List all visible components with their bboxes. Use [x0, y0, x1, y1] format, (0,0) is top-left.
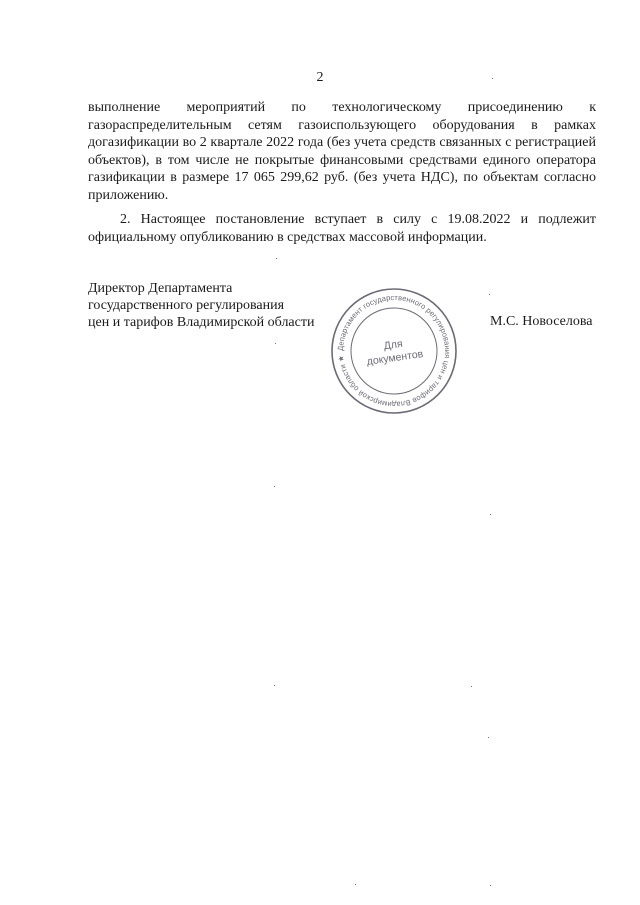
seal-ring-textpath: Департамент государственного регулирования цен и тарифов Владимирской области ★: [335, 292, 453, 410]
scan-speck: [490, 885, 491, 886]
scan-speck: [489, 294, 490, 295]
scan-speck: [488, 737, 489, 738]
paragraph-continuation: выполнение мероприятий по технологическому присоединению к газораспределительным сетям газоиспользующего оборудования в рамках догазификации во 2 квартале 2022 года (без учета средств связанных с регистрацией объектов), в том числе не покрытые финансовыми средствами единого оператора газификации в размере 17 065 299,62 руб. (без учета НДС), по объектам согласно приложению.: [88, 100, 596, 203]
scan-speck: [355, 884, 356, 885]
scan-speck: [492, 78, 493, 79]
signatory-name: М.С. Новоселова: [490, 314, 593, 329]
page-number: 2: [316, 70, 324, 85]
paragraph-effective-date: 2. Настоящее постановление вступает в силу с 19.08.2022 и подлежит официальному опубликованию в средствах массовой информации.: [88, 212, 596, 245]
scan-speck: [274, 486, 275, 487]
seal-center-line-1: Для: [382, 337, 404, 353]
scan-speck: [490, 514, 491, 515]
position-line: цен и тарифов Владимирской области: [88, 315, 315, 330]
position-line: Директор Департамента: [88, 281, 233, 296]
signatory-position: [88, 280, 314, 331]
document-body: [88, 99, 596, 246]
seal-center-line-2: документов: [366, 348, 424, 368]
scan-speck: [275, 343, 276, 344]
scan-speck: [471, 686, 472, 687]
scan-speck: [274, 685, 275, 686]
seal-graphic: [330, 287, 458, 415]
scan-speck: [276, 258, 277, 259]
seal-inner-ring: [351, 308, 437, 394]
position-line: государственного регулирования: [88, 298, 285, 313]
official-seal: [330, 287, 458, 415]
